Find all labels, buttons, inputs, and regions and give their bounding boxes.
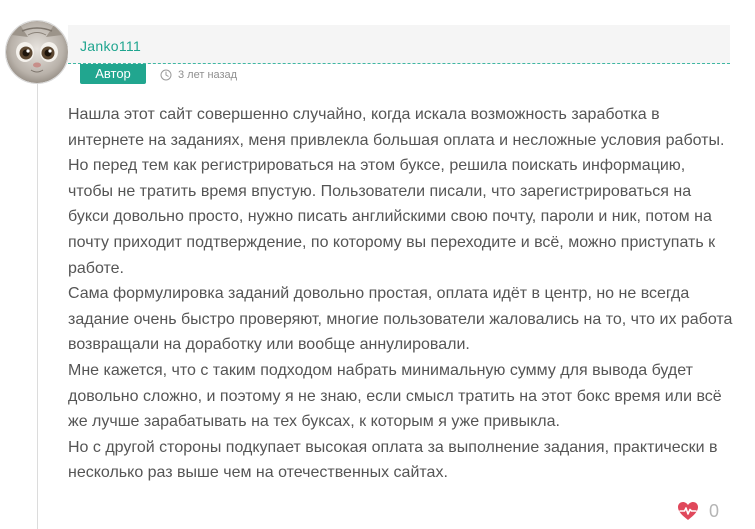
thread-line: [37, 80, 38, 529]
author-badge: Автор: [80, 64, 146, 84]
comment-time: 3 лет назад: [178, 69, 238, 81]
cat-avatar-icon: [6, 21, 68, 83]
like-control[interactable]: [677, 499, 719, 523]
comment-paragraph: Сама формулировка заданий довольно простая, оплата идёт в центр, но не всегда задание очень быстро проверяют, многие пользователи жаловались на то, что их работа возвращали на доработку или вообще аннулировали.: [68, 285, 733, 354]
comment-body: [68, 102, 733, 486]
comment-header-bar: [68, 25, 730, 64]
comment-meta: [160, 68, 237, 82]
like-count: 0: [708, 500, 719, 521]
heart-pulse-icon[interactable]: [677, 501, 699, 521]
avatar[interactable]: [5, 20, 69, 84]
comment-paragraph: Мне кажется, что с таким подходом набрать минимальную сумму для вывода будет довольно сложно, и поэтому я не знаю, если смысл тратить на этот бокс время или всё же лучше зарабатывать на тех буксах, к которым я уже привыкла.: [68, 361, 722, 431]
comment-paragraph: Но с другой стороны подкупает высокая оплата за выполнение задания, практически в несколько раз выше чем на отечественных сайтах.: [68, 438, 718, 482]
clock-icon: [160, 69, 172, 81]
comment-paragraph: Нашла этот сайт совершенно случайно, когда искала возможность заработка в интернете на заданиях, меня привлекла большая оплата и несложные условия работы. Но перед тем как регистрироваться на этом буксе, решила поискать информацию, чтобы не тратить время впустую. Пользователи писали, что зарегистрироваться на букси довольно просто, нужно писать английскими свою почту, пароли и ник, потом на почту приходит подтверждение, по которому вы переходите и всё, можно приступать к работе.: [68, 106, 725, 277]
comment-username[interactable]: Janko111: [80, 38, 142, 54]
